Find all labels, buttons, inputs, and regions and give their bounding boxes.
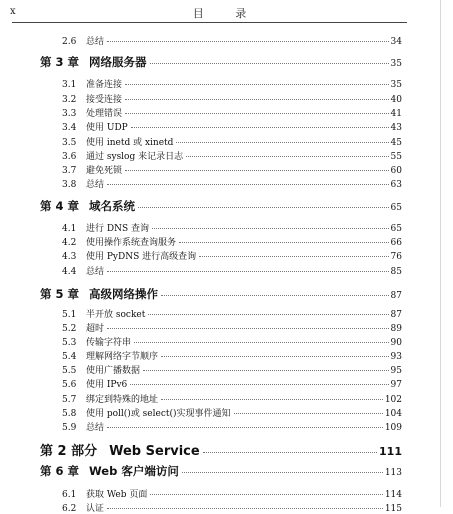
toc-section-entry[interactable]	[62, 377, 402, 390]
toc-section-entry[interactable]	[62, 264, 402, 277]
entry-title: 使用广播数据	[86, 366, 141, 376]
entry-title: Web 客户端访问	[89, 464, 179, 478]
entry-number: 第 4 章	[40, 199, 80, 213]
entry-page-number: 63	[390, 180, 402, 190]
dot-leader	[150, 494, 382, 495]
toc-section-entry[interactable]	[62, 77, 402, 90]
entry-number: 5.1	[62, 310, 77, 320]
dot-leader	[107, 508, 383, 509]
entry-page-number: 113	[384, 468, 402, 478]
entry-title: 准备连接	[86, 80, 123, 90]
entry-page-number: 65	[390, 203, 402, 213]
entry-title: 使用 poll()或 select()实现事件通知	[86, 409, 231, 419]
entry-page-number: 60	[390, 166, 402, 176]
entry-title: 理解网络字节顺序	[86, 352, 159, 362]
entry-title: 使用 IPv6	[86, 380, 128, 390]
entry-number: 5.4	[62, 352, 77, 362]
entry-number: 3.5	[62, 138, 77, 148]
dot-leader	[125, 113, 389, 114]
entry-number: 4.3	[62, 252, 77, 262]
toc-section-entry[interactable]	[62, 135, 402, 148]
entry-number: 5.9	[62, 423, 77, 433]
entry-page-number: 85	[390, 267, 402, 277]
entry-page-number: 87	[390, 291, 402, 301]
entry-number: 5.3	[62, 338, 77, 348]
entry-title: 高级网络操作	[89, 287, 159, 301]
entry-page-number: 43	[390, 123, 402, 133]
entry-page-number: 35	[390, 59, 402, 69]
dot-leader	[150, 63, 389, 64]
entry-page-number: 93	[390, 352, 402, 362]
entry-title: 半开放 socket	[86, 310, 146, 320]
dot-leader	[107, 184, 389, 185]
dot-leader	[186, 156, 388, 157]
toc-section-entry[interactable]	[62, 163, 402, 176]
dot-leader	[182, 472, 383, 473]
entry-title: 使用 PyDNS 进行高级查询	[86, 252, 197, 262]
entry-title: 总结	[86, 180, 105, 190]
dot-leader	[161, 356, 389, 357]
toc-section-entry[interactable]	[62, 420, 402, 433]
dot-leader	[107, 41, 389, 42]
entry-number: 3.8	[62, 180, 77, 190]
toc-section-entry[interactable]	[62, 335, 402, 348]
entry-number: 6.1	[62, 490, 77, 500]
entry-page-number: 90	[390, 338, 402, 348]
entry-number: 3.2	[62, 95, 77, 105]
entry-number: 4.1	[62, 224, 77, 234]
entry-page-number: 109	[384, 423, 402, 433]
entry-title: 避免死锁	[86, 166, 123, 176]
entry-page-number: 40	[390, 95, 402, 105]
entry-number: 3.4	[62, 123, 77, 133]
dot-leader	[234, 413, 383, 414]
entry-number: 5.7	[62, 395, 77, 405]
dot-leader	[107, 328, 389, 329]
toc-section-entry[interactable]	[62, 106, 402, 119]
entry-title: 网络服务器	[89, 55, 147, 69]
toc-chapter-entry[interactable]	[40, 286, 402, 302]
toc-section-entry[interactable]	[62, 221, 402, 234]
entry-page-number: 34	[390, 37, 402, 47]
toc-part-entry[interactable]	[40, 440, 402, 459]
entry-number: 第 6 章	[40, 464, 80, 478]
page-edge-line	[440, 0, 441, 507]
entry-page-number: 102	[384, 395, 402, 405]
entry-title: 使用 UDP	[86, 123, 128, 133]
dot-leader	[152, 228, 389, 229]
entry-page-number: 115	[384, 504, 402, 514]
entry-number: 6.2	[62, 504, 77, 514]
entry-page-number: 87	[390, 310, 402, 320]
entry-page-number: 55	[390, 152, 402, 162]
entry-number: 2.6	[62, 37, 77, 47]
toc-chapter-entry[interactable]	[40, 198, 402, 214]
page-title: 目 录	[192, 7, 261, 20]
dot-leader	[161, 399, 383, 400]
entry-page-number: 114	[384, 490, 402, 500]
dot-leader	[179, 242, 389, 243]
entry-title: 通过 syslog 来记录日志	[86, 152, 184, 162]
dot-leader	[107, 427, 383, 428]
toc-section-entry[interactable]	[62, 34, 402, 47]
entry-number: 3.1	[62, 80, 77, 90]
header-rule	[12, 22, 407, 23]
entry-title: 域名系统	[89, 199, 136, 213]
dot-leader	[176, 142, 388, 143]
toc-section-entry[interactable]	[62, 120, 402, 133]
toc-section-entry[interactable]	[62, 487, 402, 500]
entry-page-number: 35	[390, 80, 402, 90]
entry-page-number: 104	[384, 409, 402, 419]
entry-title: 获取 Web 页面	[86, 490, 148, 500]
entry-number: 3.6	[62, 152, 77, 162]
dot-leader	[148, 314, 388, 315]
dot-leader	[134, 342, 389, 343]
entry-number: 5.8	[62, 409, 77, 419]
toc-section-entry[interactable]	[62, 177, 402, 190]
entry-number: 5.5	[62, 366, 77, 376]
entry-number: 第 3 章	[40, 55, 80, 69]
dot-leader	[107, 271, 389, 272]
entry-title: 接受连接	[86, 95, 123, 105]
dot-leader	[131, 127, 389, 128]
toc-section-entry[interactable]	[62, 501, 402, 514]
toc-section-entry[interactable]	[62, 92, 402, 105]
dot-leader	[130, 384, 388, 385]
dot-leader	[125, 99, 389, 100]
toc-section-entry[interactable]	[62, 307, 402, 320]
entry-page-number: 66	[390, 238, 402, 248]
dot-leader	[125, 170, 389, 171]
entry-title: 处理错误	[86, 109, 123, 119]
toc-section-entry[interactable]	[62, 149, 402, 162]
dot-leader	[138, 207, 389, 208]
entry-page-number: 111	[379, 445, 402, 458]
entry-number: 5.2	[62, 324, 77, 334]
entry-number: 第 2 部分	[40, 444, 98, 459]
entry-title: 使用 inetd 或 xinetd	[86, 138, 174, 148]
entry-page-number: 76	[390, 252, 402, 262]
entry-title: 总结	[86, 423, 105, 433]
entry-page-number: 65	[390, 224, 402, 234]
entry-title: 总结	[86, 267, 105, 277]
entry-number: 4.2	[62, 238, 77, 248]
dot-leader	[199, 256, 388, 257]
entry-title: 认证	[86, 504, 105, 514]
toc-section-entry[interactable]	[62, 392, 402, 405]
entry-title: 传输字符串	[86, 338, 132, 348]
toc-section-entry[interactable]	[62, 363, 402, 376]
entry-page-number: 95	[390, 366, 402, 376]
entry-page-number: 41	[390, 109, 402, 119]
entry-title: 总结	[86, 37, 105, 47]
entry-number: 第 5 章	[40, 287, 80, 301]
toc-section-entry[interactable]	[62, 406, 402, 419]
toc-section-entry[interactable]	[62, 235, 402, 248]
entry-page-number: 97	[390, 380, 402, 390]
entry-page-number: 89	[390, 324, 402, 334]
entry-title: 绑定到特殊的地址	[86, 395, 159, 405]
dot-leader	[143, 370, 389, 371]
entry-title: 进行 DNS 查询	[86, 224, 149, 234]
entry-title: 使用操作系统查询服务	[86, 238, 177, 248]
entry-title: 超时	[86, 324, 105, 334]
toc-chapter-entry[interactable]	[40, 463, 402, 479]
toc-section-entry[interactable]	[62, 349, 402, 362]
entry-title: Web Service	[109, 444, 200, 459]
entry-number: 3.7	[62, 166, 77, 176]
entry-page-number: 45	[390, 138, 402, 148]
toc-section-entry[interactable]	[62, 321, 402, 334]
entry-number: 5.6	[62, 380, 77, 390]
dot-leader	[125, 84, 389, 85]
toc-chapter-entry[interactable]	[40, 54, 402, 70]
dot-leader	[161, 295, 389, 296]
entry-number: 4.4	[62, 267, 77, 277]
dot-leader	[203, 452, 377, 453]
entry-number: 3.3	[62, 109, 77, 119]
toc-section-entry[interactable]	[62, 249, 402, 262]
page-number-mark: x	[10, 6, 16, 17]
